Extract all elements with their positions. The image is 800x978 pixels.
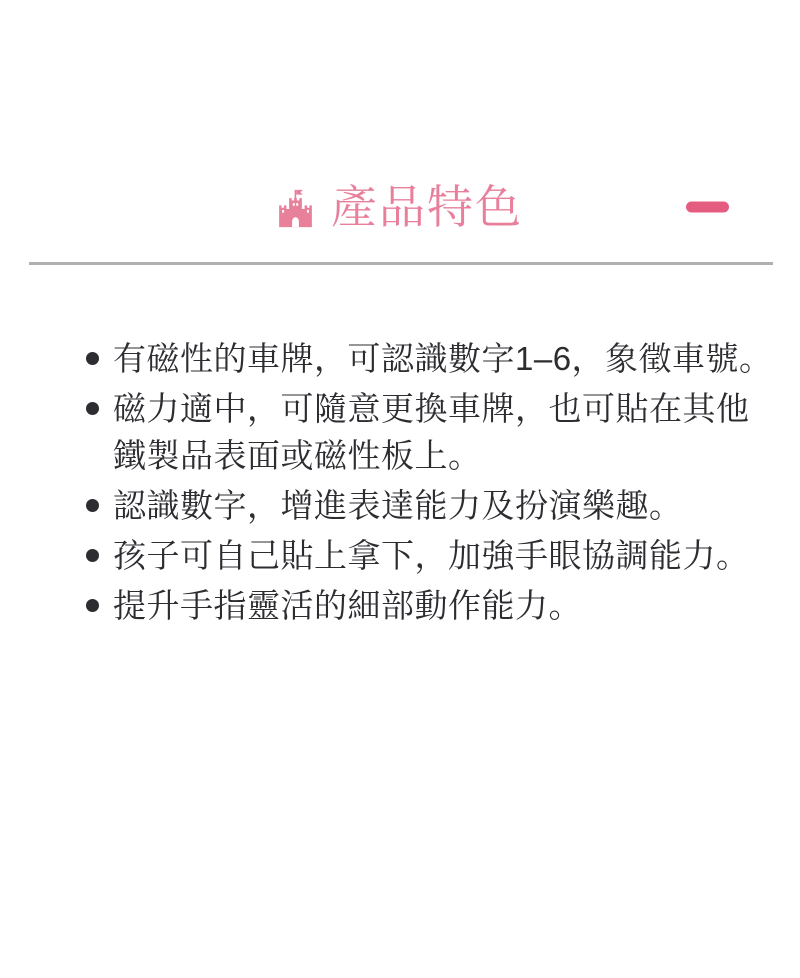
section-header bbox=[0, 178, 800, 236]
header-divider bbox=[29, 262, 773, 265]
feature-item: 提升手指靈活的細部動作能力。 bbox=[113, 582, 781, 629]
section-title: 產品特色 bbox=[331, 181, 523, 233]
collapse-section-button[interactable] bbox=[678, 192, 737, 223]
feature-list bbox=[0, 335, 800, 629]
feature-item: 磁力適中，可隨意更換車牌，也可貼在其他鐵製品表面或磁性板上。 bbox=[113, 385, 781, 479]
product-features-section bbox=[0, 178, 800, 629]
feature-item: 有磁性的車牌，可認識數字1–6，象徵車號。 bbox=[113, 335, 781, 382]
castle-icon bbox=[277, 189, 314, 229]
product-page bbox=[0, 178, 800, 978]
minus-icon bbox=[686, 202, 729, 213]
feature-item: 孩子可自己貼上拿下，加強手眼協調能力。 bbox=[113, 532, 781, 579]
feature-item: 認識數字，增進表達能力及扮演樂趣。 bbox=[113, 482, 781, 529]
